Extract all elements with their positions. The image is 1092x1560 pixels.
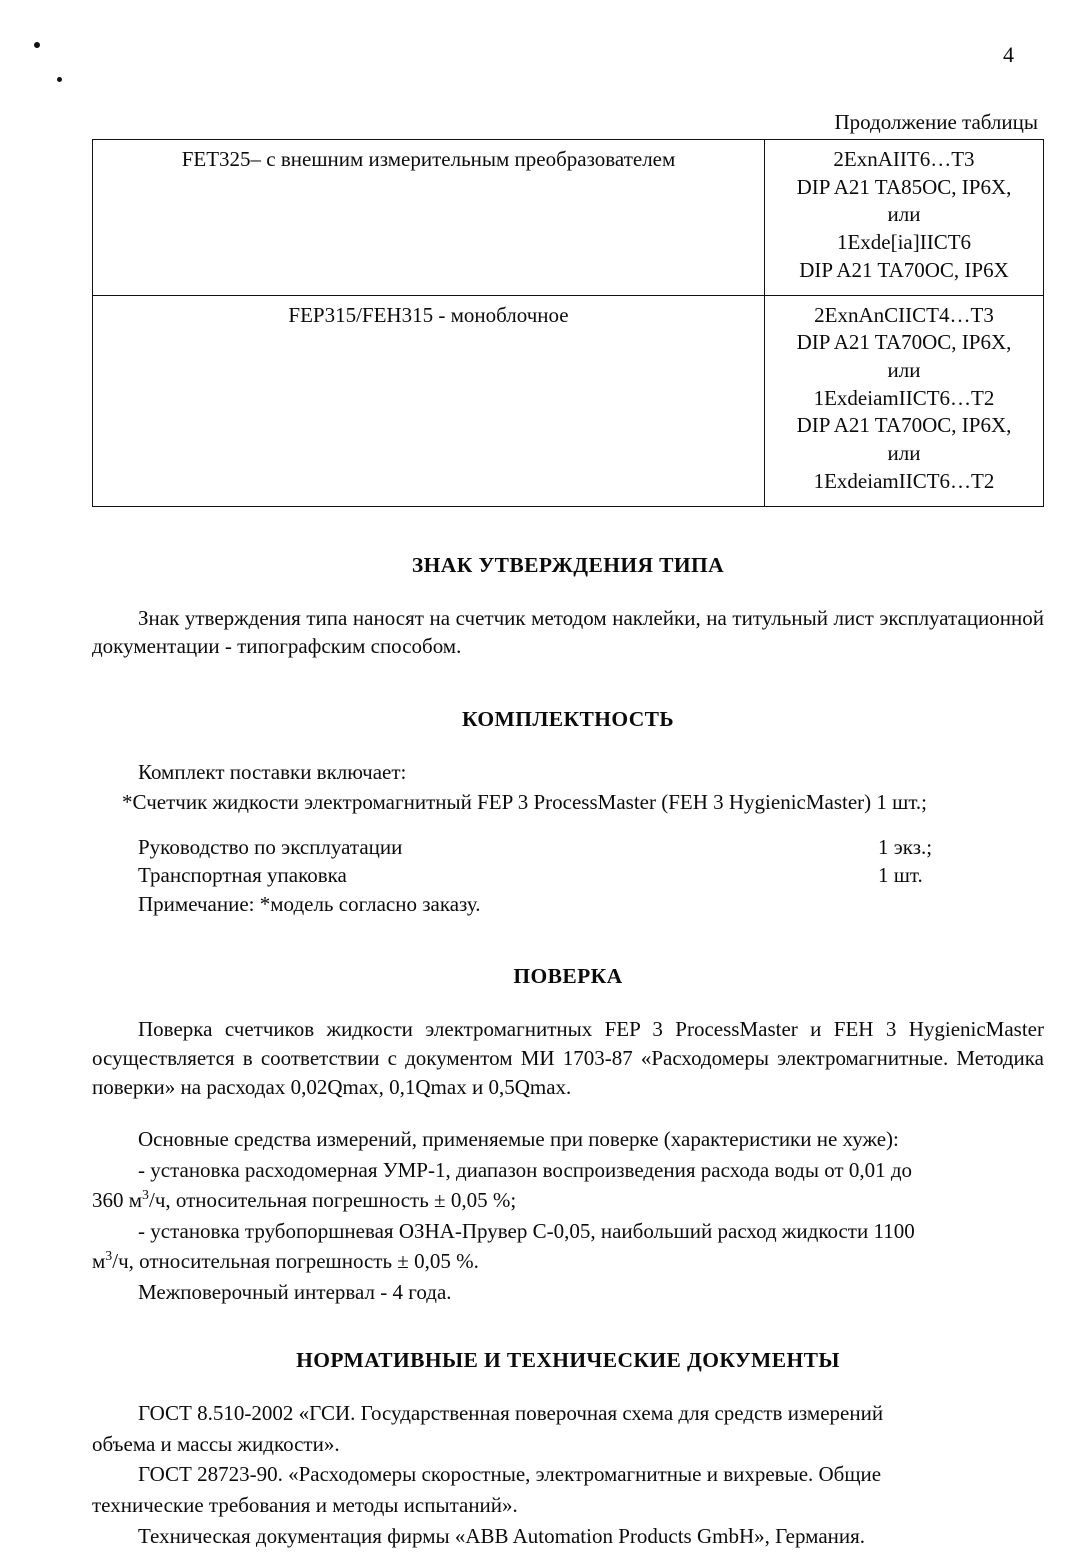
marking-line: или [887,202,921,227]
document-3: Техническая документация фирмы «ABB Automation Products GmbH», Германия. [138,1523,866,1548]
table-cell-marking [765,295,1044,506]
paragraph-type-approval: Знак утверждения типа наносят на счетчик методом наклейки, на титульный лист эксплуатационной документации - типографским способом. [92,605,1044,659]
kit-item-label: Руководство по эксплуатации [138,834,403,859]
means-2-suffix: /ч, относительная погрешность ± 0,05 %. [112,1249,479,1274]
kit-item-amount: 1 шт. [878,863,923,888]
table-cell-model-name: FEP315/FEH315 - моноблочное [93,295,765,506]
marking-line: или [887,441,921,466]
verification-paragraph-2: Основные средства измерений, применяемые при поверке (характеристики не хуже): [138,1127,899,1152]
completeness-main-item: *Счетчик жидкости электромагнитный FEP 3 ProcessMaster (FEH 3 HygienicMaster) 1 шт.; [122,790,928,815]
table-row [93,140,1044,296]
verification-means-1-line2 [92,1186,1044,1215]
completeness-intro: Комплект поставки включает: [138,759,407,784]
table-continuation-label: Продолжение таблицы [834,110,1038,134]
marking-line: DIP A21 TA70OC, IP6X [799,257,1009,282]
completeness-note: Примечание: *модель согласно заказу. [138,891,481,916]
list-item [92,861,998,890]
specification-table [92,139,1044,507]
marking-line: DIP A21 TA85OC, IP6X, [796,174,1012,199]
document-2-line2: технические требования и методы испытаний». [92,1493,518,1518]
scan-artifact-dot [34,42,40,48]
marking-line: или [887,358,921,383]
means-1-suffix: /ч, относительная погрешность ± 0,05 %; [148,1188,517,1213]
table-row [93,295,1044,506]
verification-paragraph-1: Поверка счетчиков жидкости электромагнитных FEP 3 ProcessMaster и FEH 3 HygienicMaster осуществляется в соответствии с документом МИ 1703-87 «Расходомеры электромагнитные. Методика поверки» на расходах 0,02Qmax, 0,1Qmax и 0,5Qmax. [92,1017,1044,1099]
verification-means-2-line1: - установка трубопоршневая ОЗНА-Прувер С-0,05, наибольший расход жидкости 1100 [138,1218,915,1243]
verification-means-2-line2 [92,1247,1044,1276]
marking-line: 2ExnAIIT6…T3 [833,147,975,171]
heading-type-approval: ЗНАК УТВЕРЖДЕНИЯ ТИПА [411,552,725,577]
document-1-line2: объема и массы жидкости». [92,1431,340,1456]
means-1-prefix: 360 м [92,1188,143,1213]
marking-line: DIP A21 TA70OC, IP6X, [796,413,1012,438]
heading-documents: НОРМАТИВНЫЕ И ТЕХНИЧЕСКИЕ ДОКУМЕНТЫ [296,1348,840,1373]
marking-line: DIP A21 TA70OC, IP6X, [796,330,1012,355]
document-1-line1: ГОСТ 8.510-2002 «ГСИ. Государственная поверочная схема для средств измерений [138,1401,884,1426]
table-cell-marking [765,140,1044,296]
heading-verification: ПОВЕРКА [513,964,623,989]
heading-completeness: КОМПЛЕКТНОСТЬ [461,706,675,731]
marking-line: 1ExdeiamIICT6…T2 [813,385,995,410]
list-item [92,833,998,862]
kit-item-amount: 1 экз.; [878,834,933,859]
page-number: 4 [1003,42,1014,67]
page-content [92,110,1044,1552]
marking-line: 2ExnAnCIICT4…T3 [814,302,994,327]
table-cell-model-name: FET325– с внешним измерительным преобразователем [93,140,765,296]
kit-item-label: Транспортная упаковка [138,863,347,888]
marking-line: 1ExdeiamIICT6…T2 [813,468,995,493]
verification-means-1-line1: - установка расходомерная УМР-1, диапазон воспроизведения расхода воды от 0,01 до [138,1157,913,1182]
verification-interval: Межповерочный интервал - 4 года. [138,1279,452,1304]
means-2-prefix: м [92,1249,106,1274]
marking-line: 1Exde[ia]IICT6 [836,230,972,255]
scan-artifact-dot [57,77,62,82]
means-2-exponent: 3 [105,1248,113,1264]
means-1-exponent: 3 [142,1187,149,1203]
document-2-line1: ГОСТ 28723-90. «Расходомеры скоростные, электромагнитные и вихревые. Общие [138,1462,882,1487]
